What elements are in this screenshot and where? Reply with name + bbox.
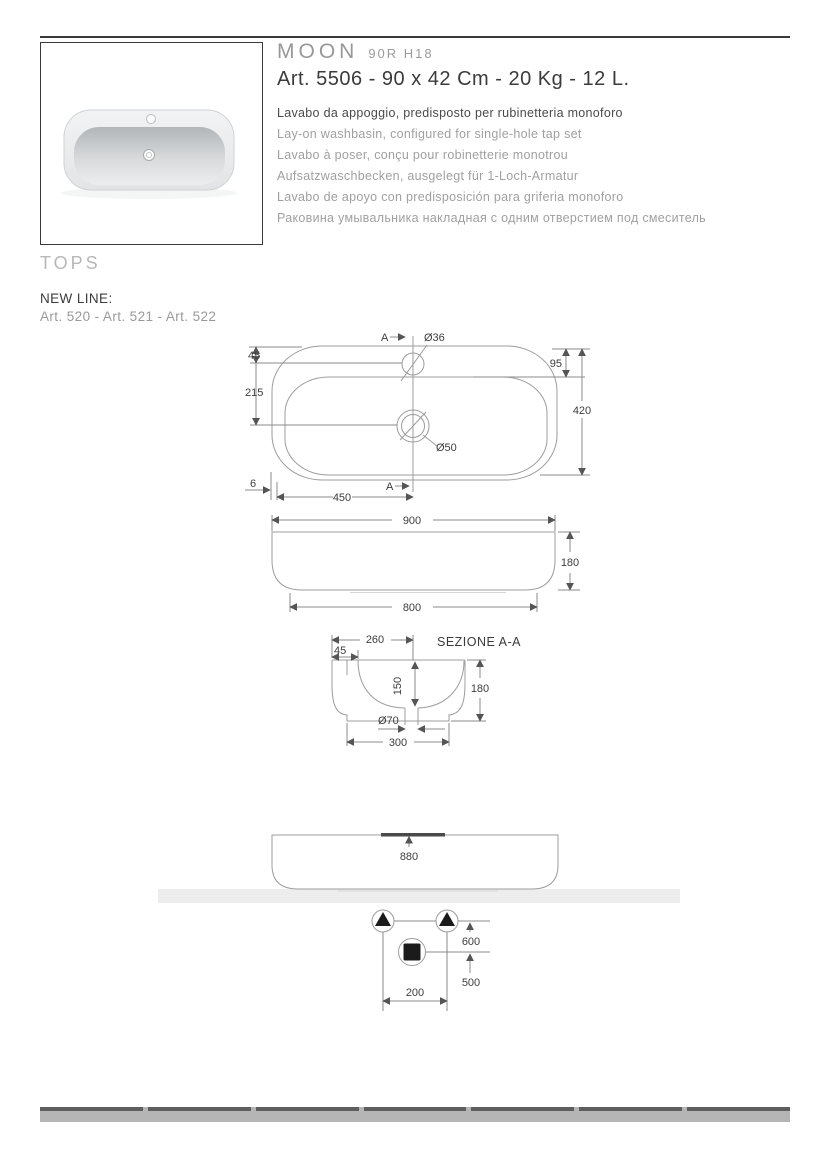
dim-215-label: 215	[245, 387, 264, 399]
description-de: Aufsatzwaschbecken, ausgelegt für 1-Loch-Armatur	[277, 169, 579, 183]
footer-segment	[687, 1107, 790, 1111]
dim-45-label: 45	[248, 350, 261, 362]
product-title: MOON	[277, 40, 359, 63]
dim-300-label: 300	[388, 737, 408, 749]
description-ru: Раковина умывальника накладная с одним отверстием под смеситель	[277, 211, 706, 225]
descriptions	[277, 103, 777, 229]
product-thumbnail	[40, 42, 263, 245]
dim-500-label: 500	[461, 977, 481, 989]
drawing-top-view	[240, 324, 600, 506]
drawing-section-aa	[298, 628, 560, 760]
dim-900-label: 900	[402, 515, 422, 527]
washbasin-photo	[41, 43, 262, 244]
footer-segment	[40, 1107, 143, 1111]
dim-45-label: 45	[334, 645, 347, 657]
description-fr: Lavabo à poser, conçu pour robinetterie monotrou	[277, 148, 568, 162]
header	[277, 40, 777, 229]
tap-hole	[147, 115, 156, 124]
footer-segment	[579, 1107, 682, 1111]
section-label-bottom: A	[386, 481, 394, 493]
basin-rim	[285, 377, 547, 475]
article-info: Art. 5506 - 90 x 42 Cm - 20 Kg - 12 L.	[277, 68, 630, 90]
drain-label: Ø50	[436, 442, 457, 454]
water-supply-triangle-right	[439, 912, 455, 926]
top-rule	[40, 36, 790, 38]
footer-segments	[40, 1107, 790, 1111]
overflow-slot	[381, 833, 445, 837]
dim-70-label: Ø70	[378, 715, 399, 727]
series-title: TOPS	[40, 253, 101, 273]
drain-symbol-square	[404, 944, 421, 961]
tap-hole-leader	[401, 345, 427, 381]
water-supply-triangle-left	[375, 912, 391, 926]
dim-450-label: 450	[332, 492, 352, 504]
drawing-installation	[158, 825, 680, 1015]
dim-260-label: 260	[365, 634, 385, 646]
drawing-front-view	[240, 505, 600, 630]
new-line-label: NEW LINE:	[40, 291, 113, 306]
description-en: Lay-on washbasin, configured for single-hole tap set	[277, 127, 582, 141]
basin-outline	[272, 346, 557, 480]
footer-segment	[364, 1107, 467, 1111]
drain-hole	[144, 150, 155, 161]
dim-600-label: 600	[461, 936, 481, 948]
section-title: SEZIONE A-A	[437, 635, 521, 649]
section-label-top: A	[381, 332, 389, 344]
footer-segment	[256, 1107, 359, 1111]
dim-880-label: 880	[399, 851, 419, 863]
drain-leader	[423, 435, 437, 446]
new-line-articles: Art. 520 - Art. 521 - Art. 522	[40, 309, 217, 324]
tap-hole-label: Ø36	[424, 332, 445, 344]
footer-segment	[471, 1107, 574, 1111]
dim-150-label: 150	[392, 676, 404, 696]
description-es: Lavabo de apoyo con predisposición para griferia monoforo	[277, 190, 624, 204]
bowl-inner-right	[418, 661, 464, 708]
description-it: Lavabo da appoggio, predisposto per rubinetteria monoforo	[277, 106, 623, 120]
dim-180-label: 180	[560, 557, 580, 569]
dim-420-label: 420	[572, 405, 592, 417]
dim-200-label: 200	[405, 987, 425, 999]
dim-180-label: 180	[470, 683, 490, 695]
dim-6-label: 6	[250, 478, 257, 490]
dim-95-label: 95	[549, 358, 562, 370]
footer-segment	[148, 1107, 251, 1111]
basin-front-outline	[272, 532, 555, 590]
dim-800-label: 800	[402, 602, 422, 614]
product-subtitle: 90R H18	[368, 46, 434, 61]
